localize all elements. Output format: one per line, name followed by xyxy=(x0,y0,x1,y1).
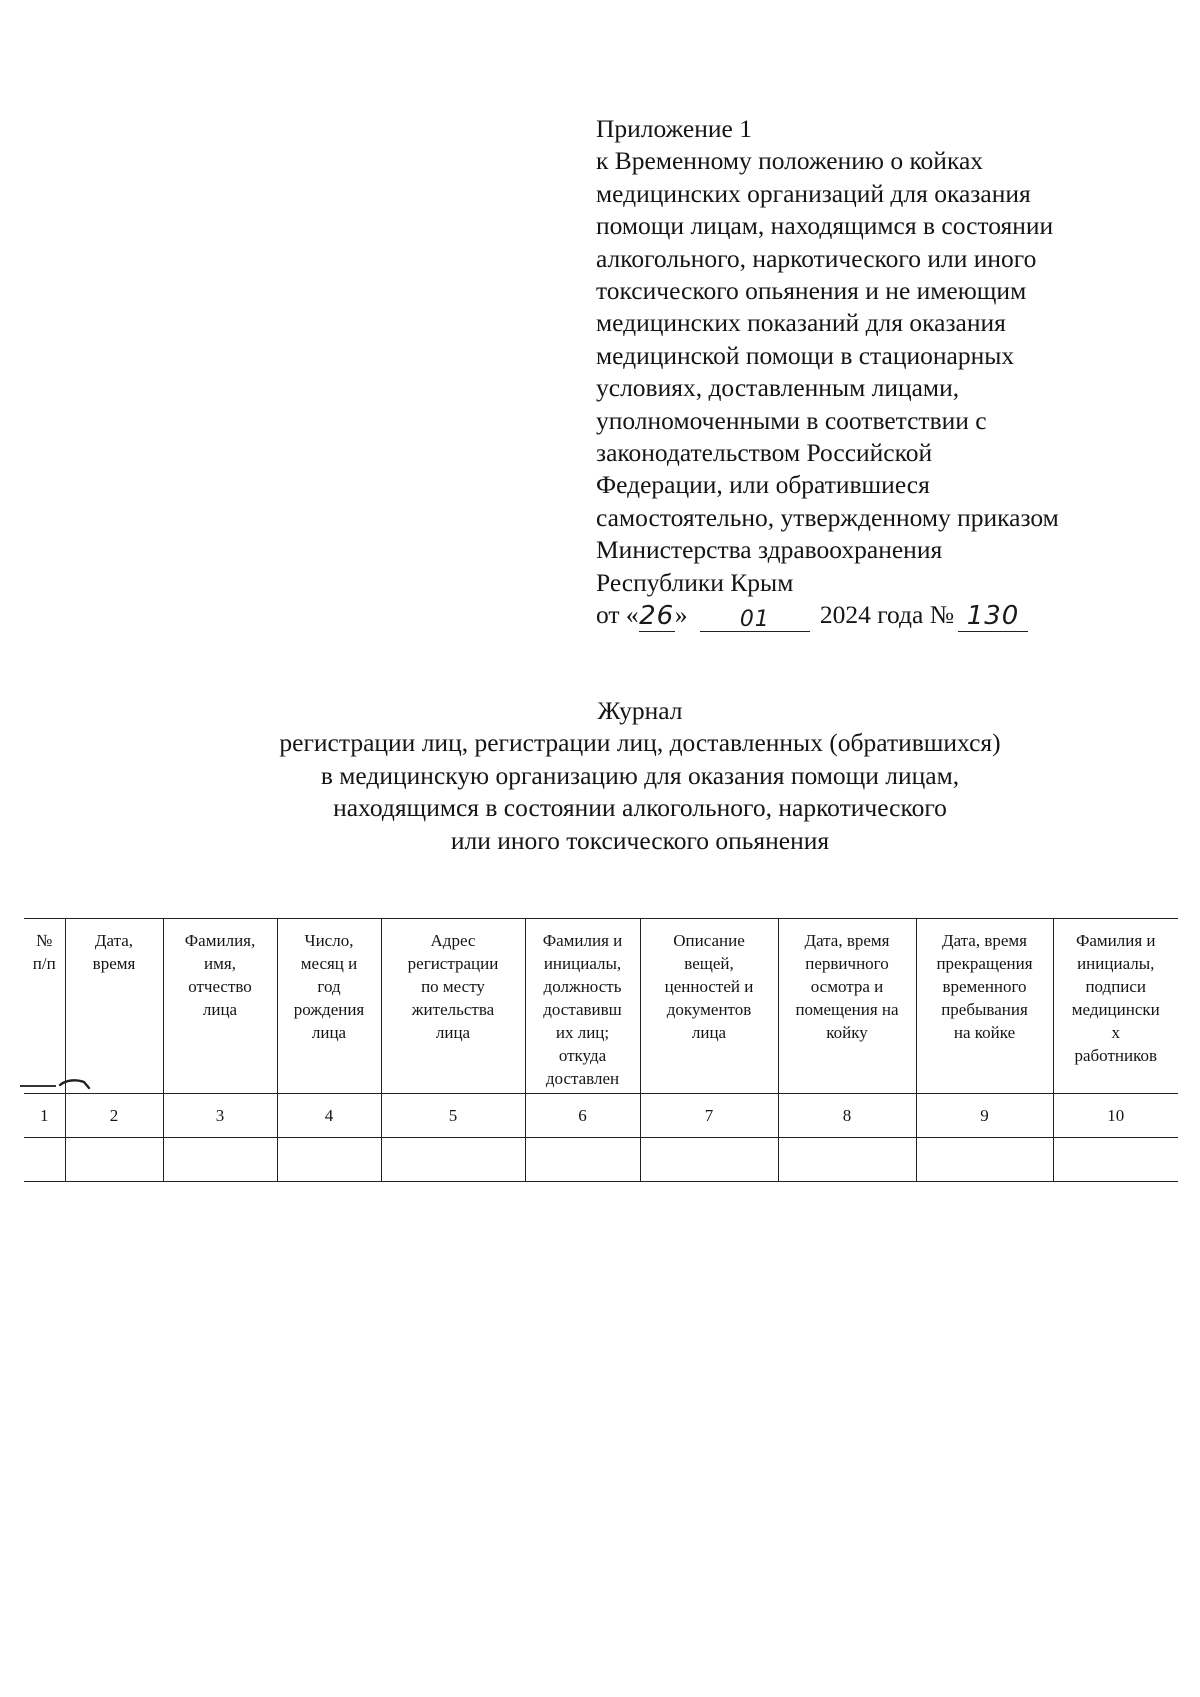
header-cell-date-time: Дата, время xyxy=(65,919,163,1094)
empty-cell xyxy=(916,1138,1053,1182)
header-cell-belongings: Описание вещей, ценностей и документов лица xyxy=(640,919,778,1094)
appendix-line: к Временному положению о койках xyxy=(596,146,984,176)
empty-cell xyxy=(381,1138,525,1182)
column-number-cell: 8 xyxy=(778,1094,916,1138)
appendix-line: уполномоченными в соответствии с xyxy=(596,405,987,435)
appendix-line: законодательством Российской xyxy=(596,438,933,468)
date-day-handwritten: 26 xyxy=(639,600,675,631)
column-number-cell: 7 xyxy=(640,1094,778,1138)
column-number-cell: 6 xyxy=(525,1094,640,1138)
journal-subtitle-line: находящимся в состоянии алкогольного, наркотического xyxy=(333,793,947,823)
column-number-cell: 9 xyxy=(916,1094,1053,1138)
date-prefix: от « xyxy=(596,600,639,630)
column-number-cell: 5 xyxy=(381,1094,525,1138)
appendix-line: алкогольного, наркотического или иного xyxy=(596,243,1037,273)
header-cell-delivered-by: Фамилия и инициалы, должность доставивш их лиц; откуда доставлен xyxy=(525,919,640,1094)
date-month-blank xyxy=(700,603,810,632)
appendix-line: токсического опьянения и не имеющим xyxy=(596,276,1027,306)
date-day-blank xyxy=(639,600,675,632)
appendix-line: Министерства здравоохранения xyxy=(596,535,943,565)
empty-cell xyxy=(24,1138,65,1182)
header-cell-birth-date: Число, месяц и год рождения лица xyxy=(277,919,381,1094)
journal-subtitle-line: в медицинскую организацию для оказания помощи лицам, xyxy=(320,760,960,790)
header-cell-address: Адрес регистрации по месту жительства лица xyxy=(381,919,525,1094)
header-cell-staff-signatures: Фамилия и инициалы, подписи медицински х работников xyxy=(1053,919,1178,1094)
order-number-blank xyxy=(958,600,1028,632)
appendix-line: медицинских организаций для оказания xyxy=(596,178,1031,208)
journal-subtitle-line: или иного токсического опьянения xyxy=(450,825,830,855)
header-cell-full-name: Фамилия, имя, отчество лица xyxy=(163,919,277,1094)
empty-cell xyxy=(277,1138,381,1182)
journal-subtitle-line: регистрации лиц, регистрации лиц, доставленных (обратившихся) xyxy=(279,728,1001,758)
appendix-line: Республики Крым xyxy=(596,567,794,597)
column-number-row xyxy=(24,1094,1178,1138)
date-year-text: 2024 года № xyxy=(819,600,955,630)
empty-cell xyxy=(1053,1138,1178,1182)
header-cell-stay-end: Дата, время прекращения временного пребывания на койке xyxy=(916,919,1053,1094)
journal-title: Журнал xyxy=(597,696,683,725)
empty-cell xyxy=(778,1138,916,1182)
column-number-cell: 2 xyxy=(65,1094,163,1138)
registration-table xyxy=(24,918,1178,1182)
appendix-line: медицинской помощи в стационарных xyxy=(596,340,1015,370)
empty-cell xyxy=(163,1138,277,1182)
header-cell-number: № п/п xyxy=(24,919,65,1094)
empty-cell xyxy=(525,1138,640,1182)
column-number-cell: 10 xyxy=(1053,1094,1178,1138)
header-cell-exam-time: Дата, время первичного осмотра и помещения на койку xyxy=(778,919,916,1094)
column-number-cell: 3 xyxy=(163,1094,277,1138)
table-row-empty xyxy=(24,1138,1178,1182)
date-close: » xyxy=(674,600,688,630)
journal-title-block xyxy=(0,695,1200,857)
empty-cell xyxy=(640,1138,778,1182)
date-month-handwritten: 01 xyxy=(739,606,770,632)
appendix-line: условиях, доставленным лицами, xyxy=(596,373,960,403)
appendix-line: медицинских показаний для оказания xyxy=(596,308,1006,338)
empty-cell xyxy=(65,1138,163,1182)
table-header-row xyxy=(24,919,1178,1094)
stray-dash-mark xyxy=(20,1085,56,1087)
appendix-header xyxy=(596,113,1186,632)
column-number-cell: 1 xyxy=(24,1094,65,1138)
order-number-handwritten: 130 xyxy=(966,600,1020,631)
appendix-line: самостоятельно, утвержденному приказом xyxy=(596,502,1059,532)
order-date-line xyxy=(596,599,1186,631)
appendix-line: помощи лицам, находящимся в состоянии xyxy=(596,211,1054,241)
column-number-cell: 4 xyxy=(277,1094,381,1138)
stray-pen-mark xyxy=(58,1078,92,1090)
appendix-line: Приложение 1 xyxy=(596,114,752,143)
appendix-line: Федерации, или обратившиеся xyxy=(596,470,930,500)
